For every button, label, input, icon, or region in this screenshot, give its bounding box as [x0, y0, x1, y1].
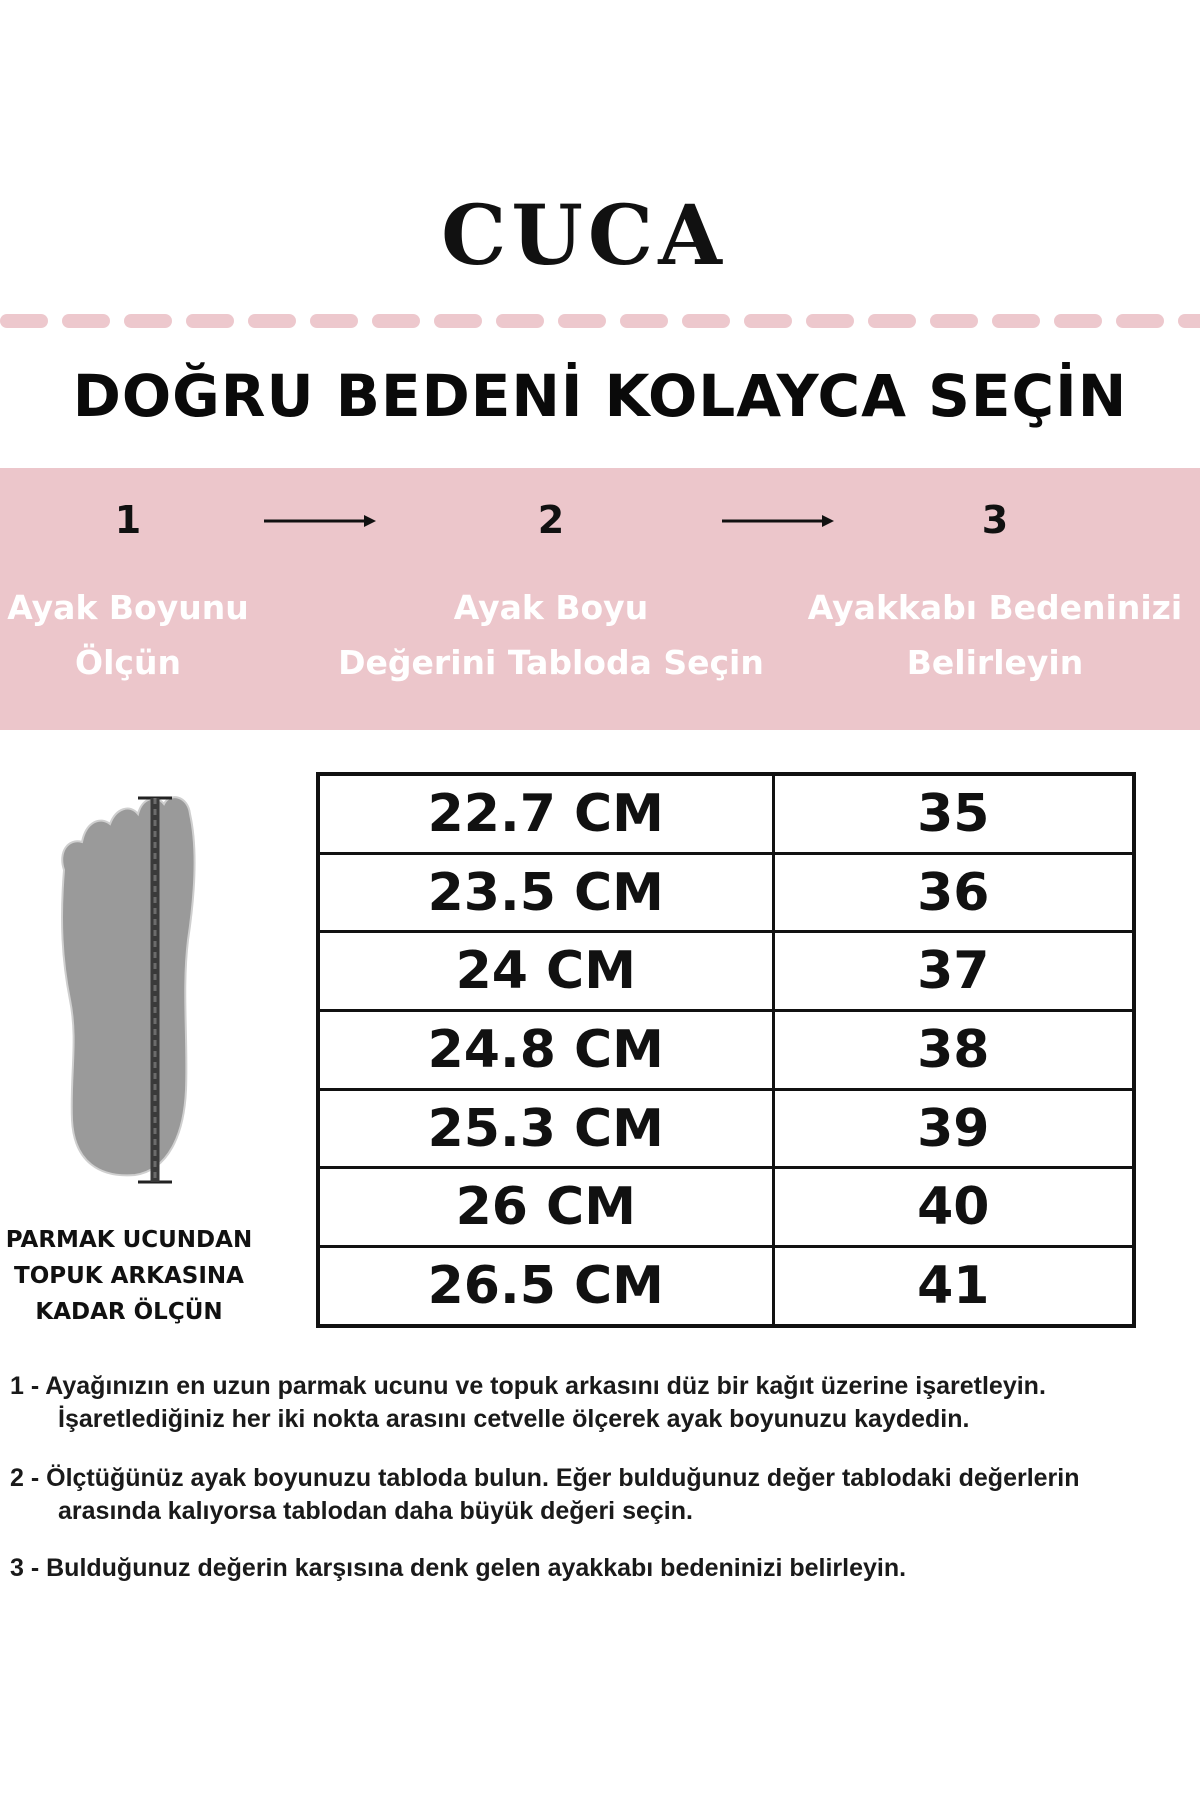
step-number: 2 — [537, 498, 565, 542]
dashed-divider — [0, 314, 1200, 328]
step-1 — [0, 468, 348, 730]
foot-caption: PARMAK UCUNDAN TOPUK ARKASINA KADAR ÖLÇÜN — [5, 1227, 253, 1325]
foot-length-cell: 25.3 CM — [318, 1089, 773, 1168]
arrow-right-icon — [264, 511, 376, 531]
arrow-right-icon — [722, 511, 834, 531]
table-row — [318, 853, 1134, 932]
foot-length-cell: 26 CM — [318, 1168, 773, 1247]
instruction-3: 3 - Bulduğunuz değerin karşısına denk gelen ayakkabı bedeninizi belirleyin. — [10, 1554, 907, 1582]
table-row — [318, 1247, 1134, 1326]
step-3 — [775, 468, 1200, 730]
foot-outline-icon — [30, 790, 200, 1190]
table-row — [318, 1168, 1134, 1247]
table-row — [318, 774, 1134, 853]
step-label: Ayak Boyunu Ölçün — [7, 588, 249, 682]
foot-length-cell: 22.7 CM — [318, 774, 773, 853]
step-label: Ayakkabı Bedeninizi Belirleyin — [807, 588, 1183, 682]
instruction-2: 2 - Ölçtüğünüz ayak boyunuzu tabloda bulun. Eğer bulduğunuz değer tablodaki değerlerin arasında kalıyorsa tablodan daha büyük değeri seçin. — [10, 1464, 1080, 1525]
size-chart-table — [316, 772, 1136, 1328]
foot-length-cell: 24 CM — [318, 932, 773, 1011]
step-number: 3 — [981, 498, 1009, 542]
foot-length-cell: 26.5 CM — [318, 1247, 773, 1326]
shoe-size-cell: 36 — [773, 853, 1134, 932]
shoe-size-cell: 39 — [773, 1089, 1134, 1168]
step-label: Ayak Boyu Değerini Tabloda Seçin — [338, 588, 764, 682]
table-row — [318, 1089, 1134, 1168]
instruction-1: 1 - Ayağınızın en uzun parmak ucunu ve topuk arkasını düz bir kağıt üzerine işaretleyin. İşaretlediğiniz her iki nokta arasını cetvelle ölçerek ayak boyunuzu kaydedin. — [10, 1372, 1046, 1433]
table-row — [318, 932, 1134, 1011]
brand-logo: CUCA — [441, 188, 727, 284]
shoe-size-cell: 41 — [773, 1247, 1134, 1326]
shoe-size-cell: 38 — [773, 1011, 1134, 1090]
foot-length-cell: 24.8 CM — [318, 1011, 773, 1090]
step-number: 1 — [114, 498, 142, 542]
shoe-size-cell: 35 — [773, 774, 1134, 853]
foot-length-cell: 23.5 CM — [318, 853, 773, 932]
shoe-size-cell: 40 — [773, 1168, 1134, 1247]
shoe-size-cell: 37 — [773, 932, 1134, 1011]
steps-band — [0, 468, 1200, 730]
table-row — [318, 1011, 1134, 1090]
step-2 — [331, 468, 771, 730]
page-title: DOĞRU BEDENİ KOLAYCA SEÇİN — [72, 362, 1128, 430]
